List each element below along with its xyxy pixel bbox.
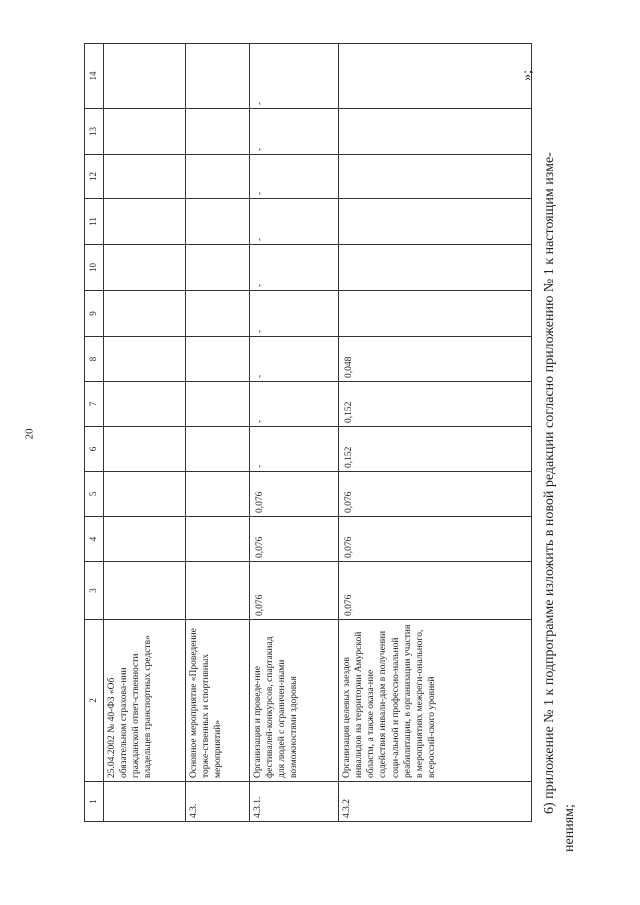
header-cell: 3: [85, 562, 104, 620]
page-number: 20: [23, 428, 36, 440]
header-cell: 8: [85, 337, 104, 382]
table-cell: -: [250, 245, 339, 291]
table-cell: 0,076: [250, 472, 339, 517]
table-cell: 0,152: [339, 382, 532, 427]
table-cell: [186, 562, 250, 620]
table-cell: -: [250, 382, 339, 427]
table-region: [84, 44, 532, 822]
header-cell: 9: [85, 291, 104, 337]
data-table: [84, 43, 532, 822]
table-cell: 0,076: [250, 562, 339, 620]
table-cell: [186, 517, 250, 562]
header-cell: 10: [85, 245, 104, 291]
header-cell: 6: [85, 427, 104, 472]
table-cell: 4.3.2: [339, 782, 532, 822]
table-cell: [339, 245, 532, 291]
table-cell: [104, 382, 186, 427]
footer-rotated: [520, 52, 580, 852]
table-cell: [339, 109, 532, 155]
table-cell: [186, 382, 250, 427]
table-cell: -: [250, 44, 339, 109]
header-cell: 14: [85, 44, 104, 109]
table-cell: Организация целевых заездов инвалидов на территории Амурской области, а также оказа-ние содействия инвали-дам в получении соци-альной и профессио-нальной реабилитации, в организации участия в мероприятиях межреги-онального, всероссий-ского уровней: [339, 620, 532, 782]
footer-text-region: [520, 52, 580, 852]
table-cell: -: [250, 337, 339, 382]
table-cell: [104, 337, 186, 382]
table-cell: [186, 245, 250, 291]
table-row: [250, 44, 339, 822]
table-cell: [186, 291, 250, 337]
table-cell: [104, 517, 186, 562]
table-row: [186, 44, 250, 822]
table-cell: -: [250, 155, 339, 199]
table-cell: [104, 782, 186, 822]
header-cell: 13: [85, 109, 104, 155]
rotated-table-container: [84, 44, 532, 822]
table-cell: [186, 155, 250, 199]
table-cell: [339, 291, 532, 337]
table-cell: [104, 472, 186, 517]
table-cell: [186, 337, 250, 382]
table-cell: 0,076: [250, 517, 339, 562]
table-row: [104, 44, 186, 822]
table-cell: -: [250, 291, 339, 337]
table-cell: 0,048: [339, 337, 532, 382]
table-cell: -: [250, 427, 339, 472]
table-cell: 4.3.: [186, 782, 250, 822]
table-cell: [339, 199, 532, 245]
table-cell: Организация и проведе-ние фестивалей-конкурсов, спартакиад для людей с ограничен-ными возможностями здоровья: [250, 620, 339, 782]
table-cell: 0,076: [339, 562, 532, 620]
table-cell: [104, 44, 186, 109]
footer-line-1: 6) приложение № 1 к подпрограмме изложить в новой редакции согласно приложению № 1 к настоящим изме-: [542, 152, 557, 814]
table-cell: [104, 199, 186, 245]
table-cell: 4.3.1.: [250, 782, 339, 822]
table-cell: [186, 109, 250, 155]
table-cell: Основное мероприятие «Проведение торже-ственных и спортивных мероприятий»: [186, 620, 250, 782]
table-cell: [339, 44, 532, 109]
header-cell: 11: [85, 199, 104, 245]
header-cell: 2: [85, 620, 104, 782]
header-cell: 5: [85, 472, 104, 517]
header-cell: 7: [85, 382, 104, 427]
table-cell: 0,076: [339, 472, 532, 517]
table-row: [339, 44, 532, 822]
closing-quote: »;: [520, 70, 535, 81]
header-cell: 1: [85, 782, 104, 822]
table-cell: [104, 562, 186, 620]
table-cell: [104, 291, 186, 337]
table-cell: -: [250, 199, 339, 245]
table-cell: [186, 44, 250, 109]
table-cell: [104, 155, 186, 199]
table-cell: [186, 427, 250, 472]
footer-line-2: нениям;: [562, 804, 577, 852]
table-cell: [186, 472, 250, 517]
table-cell: 0,076: [339, 517, 532, 562]
table-cell: [104, 109, 186, 155]
table-cell: 0,152: [339, 427, 532, 472]
table-header-row: [85, 44, 104, 822]
table-cell: [339, 155, 532, 199]
table-cell: -: [250, 109, 339, 155]
table-cell: [186, 199, 250, 245]
table-cell: [104, 427, 186, 472]
header-cell: 4: [85, 517, 104, 562]
table-cell: [104, 245, 186, 291]
header-cell: 12: [85, 155, 104, 199]
table-cell: 25.04.2002 № 40-ФЗ «Об обязательном страхова-нии гражданской ответ-ственности владельцев транспортных средств»: [104, 620, 186, 782]
